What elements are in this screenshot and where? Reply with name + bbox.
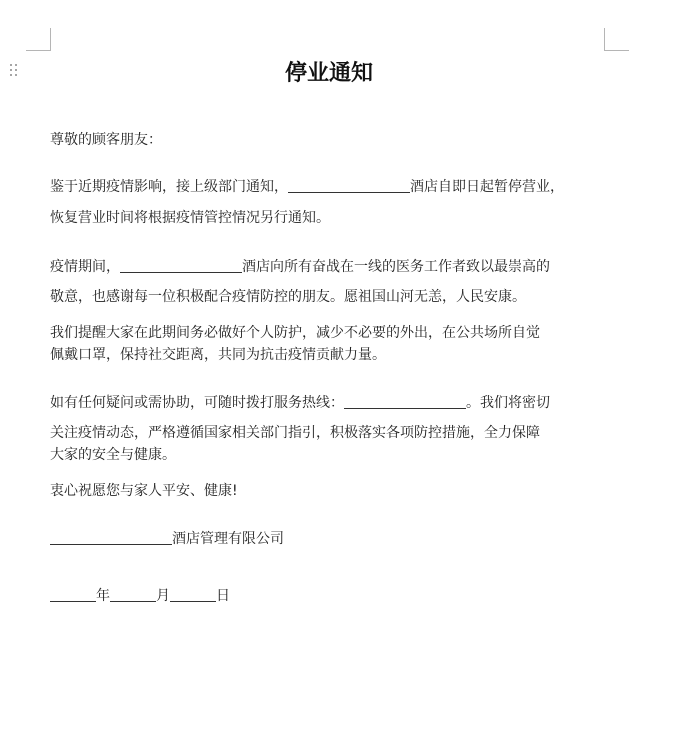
paragraph-1-line-2: 恢复营业时间将根据疫情管控情况另行通知。	[50, 210, 330, 226]
signature-line: 酒店管理有限公司	[50, 529, 610, 549]
crop-mark-top-right	[604, 28, 629, 51]
year-blank[interactable]	[50, 587, 96, 602]
hotel-name-blank[interactable]	[120, 258, 242, 273]
month-blank[interactable]	[110, 587, 156, 602]
paragraph-3-line-1: 我们提醒大家在此期间务必做好个人防护，减少不必要的外出，在公共场所自觉	[50, 325, 540, 341]
hotel-name-blank[interactable]	[288, 178, 410, 193]
paragraph-1-line-1: 鉴于近期疫情影响，接上级部门通知， 酒店自即日起暂停营业，	[50, 179, 564, 195]
date-line: 年 月 日	[50, 586, 610, 606]
hotline-blank[interactable]	[344, 394, 466, 409]
paragraph-4-line-2: 关注疫情动态，严格遵循国家相关部门指引，积极落实各项防控措施，全力保障	[50, 425, 540, 441]
company-name-blank[interactable]	[50, 530, 172, 545]
paragraph-4-line-1: 如有任何疑问或需协助，可随时拨打服务热线： 。我们将密切	[50, 395, 550, 411]
day-blank[interactable]	[170, 587, 216, 602]
paragraph-3-line-2: 佩戴口罩，保持社交距离，共同为抗击疫情贡献力量。	[50, 347, 386, 363]
crop-mark-top-left	[26, 28, 51, 51]
salutation: 尊敬的顾客朋友：	[50, 132, 162, 148]
paragraph-4-line-3: 大家的安全与健康。	[50, 447, 176, 463]
paragraph-2-line-2: 敬意，也感谢每一位积极配合疫情防控的朋友。愿祖国山河无恙，人民安康。	[50, 289, 526, 305]
paragraph-2-line-1: 疫情期间， 酒店向所有奋战在一线的医务工作者致以最崇高的	[50, 259, 550, 275]
closing-wish: 衷心祝愿您与家人平安、健康!	[50, 483, 238, 499]
document-title: 停业通知	[284, 60, 373, 86]
